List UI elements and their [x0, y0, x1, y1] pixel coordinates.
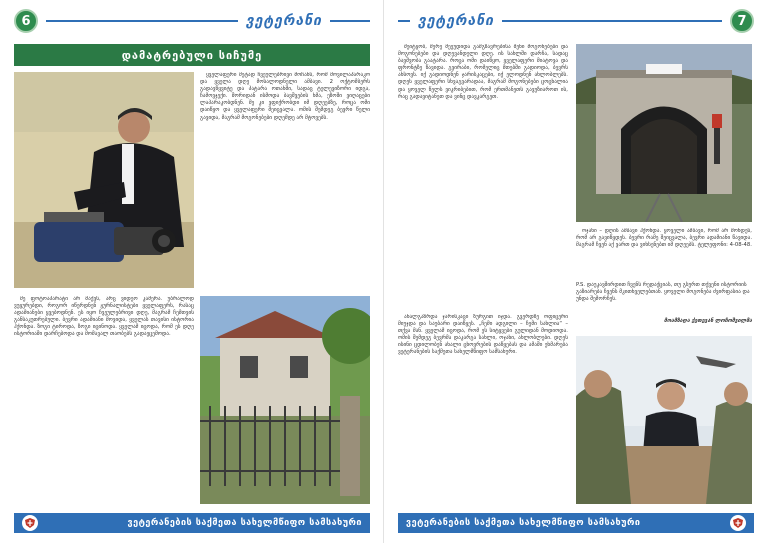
tunnel-photo [576, 44, 752, 222]
soldiers-image [576, 336, 752, 504]
emblem-icon [730, 515, 746, 531]
article-column-bottom-left [398, 314, 568, 504]
article-column-bottom [14, 296, 194, 504]
page-number-left: 6 [14, 9, 38, 33]
article-paragraph: ოჯახი – დღის ამბავი ჰქონდა. ყოველი ამბავი, რომ არ მოხდეს, რომ არ გავიწყდეს. ბევრი რამე შეიცვალა, ბევრი ადამიანი წავიდა. მაგრამ ჩვენ აქ ვართ და ვიხსენებთ იმ დღეებს. ტელეფონი: 4-08-48. [576, 228, 752, 249]
cameraman-photo [14, 72, 194, 288]
article-column-right [576, 228, 752, 280]
tunnel-image [576, 44, 752, 222]
article-paragraph: ახალგაზრდა ჯარისკაცი ზურგით იჯდა. გვერდზე ოფიცერი მიუჯდა და საუბარი დაიწყეს. „ჩემი ადგილი – ჩემი სახლია“ – თქვა მან. ყველამ იცოდა, რომ ეს სიტყვები გულიდან მოდიოდა. ომის შემდეგ ბევრმა დაკარგა სახლი, ოჯახი, ახლობლები. დღეს ისინი ცდილობენ ახალი ცხოვრების დაწყებას და ამაში ეხმარება ვეტერანების საქმეთა სახელმწიფო სამსახური. [398, 314, 568, 356]
header-rule [330, 20, 370, 22]
cameraman-image [14, 72, 194, 288]
header-rule [398, 20, 410, 22]
header-rule [502, 20, 722, 22]
footer-title-left: ვეტერანების საქმეთა სახელმწიფო სამსახური [127, 518, 362, 528]
soldiers-photo [576, 336, 752, 504]
article-paragraph: ყველაფერი მეტად ჩვეულებრივი მოჩანს, რომ მოვილაპარაკო და ყველა დღე მოსალოდნელი ამბავი. 2 ოქტომბერს გადავწყვიტე და პატარა ოთახში, სადაც ტელევიზორი იდგა, ჩამოვჯექი. შორიდან ისმოდა ბავშვების ხმა, ეზოში ვიღაცები ლაპარაკობდნენ. მე კი ვფიქრობდი იმ დღეებზე, როცა ომი დაიწყო და ყველაფერი შეიცვალა. ომის შემდეგ ბევრი წელი გავიდა, მაგრამ მოგონებები დღემდე არ მტოვებს. [200, 72, 370, 121]
house-gate-photo [200, 296, 370, 504]
article-column-left [398, 44, 568, 308]
footer-title-right: ვეტერანების საქმეთა სახელმწიფო სამსახური [406, 518, 641, 528]
section-title: დამატრებული სიჩუმე [14, 44, 370, 66]
left-header [14, 8, 370, 34]
footer-left [14, 513, 370, 533]
article-paragraph: შეიტყობ, მერე მეეუდიდა გამგზავრებისა შენი მოგონებები და მოგონებები და დღევანდელი დღე. ის სახლში დარჩა, სადაც ბავშვობა გაატარა. როცა ომი დაიწყო, ყველაფერი მიატოვა და ფრონტზე წავიდა. გვირაბი, რომელიც მთებში გადიოდა, ბევრს ახსოვს. იქ გადიოდნენ ჯარისკაცები, იქ ელოდნენ ახლობლებს. დღეს ყველაფერი სხვაგვარადაა, მაგრამ მოგონებები ცოცხალია და ყოველ წელს ვიკრიბებით, რომ ერთმანეთს გავუზიაროთ ის, რაც გადავიტანეთ და ვინც დავკარგეთ. [398, 44, 568, 100]
page-number-right: 7 [730, 9, 754, 33]
ps-note: P.S. დაუკავშირდით ჩვენს რედაქციას, თუ გსურთ თქვენი ისტორიის გაზიარება ჩვენს მკითხველებთან. ყოველი მოგონება ძვირფასია და უნდა შემორჩეს. [576, 282, 750, 302]
article-paragraph: მე ფოტოაპარატი არ მაქვს, არც ვიდეო კამერა. უბრალოდ ვუყურებდი, როგორ იწერდნენ ჟურნალისტები ყველაფერს, რასაც ადამიანები ყვებოდნენ. ეს იყო ჩვეულებრივი დღე, მაგრამ ჩემთვის განსაკუთრებული. ბევრი ადამიანი მოვიდა, ყველას თავისი ისტორია ჰქონდა. ზოგი ტიროდა, ზოგი იცინოდა. ყველამ იცოდა, რომ ეს დღე ისტორიაში დარჩებოდა და მომავალ თაობებს გადაეცემოდა. [14, 296, 194, 338]
house-gate-image [200, 296, 370, 504]
magazine-title-right: ვეტერანი [418, 13, 495, 29]
emblem-icon [22, 515, 38, 531]
magazine-title-left: ვეტერანი [245, 13, 322, 29]
article-column-top [200, 72, 370, 288]
right-header [398, 8, 754, 34]
author-signature: მოამზადა ქეთევან ლოჩოშვილმა [664, 318, 752, 324]
header-rule [46, 20, 238, 22]
right-page [384, 0, 768, 543]
footer-right [398, 513, 754, 533]
